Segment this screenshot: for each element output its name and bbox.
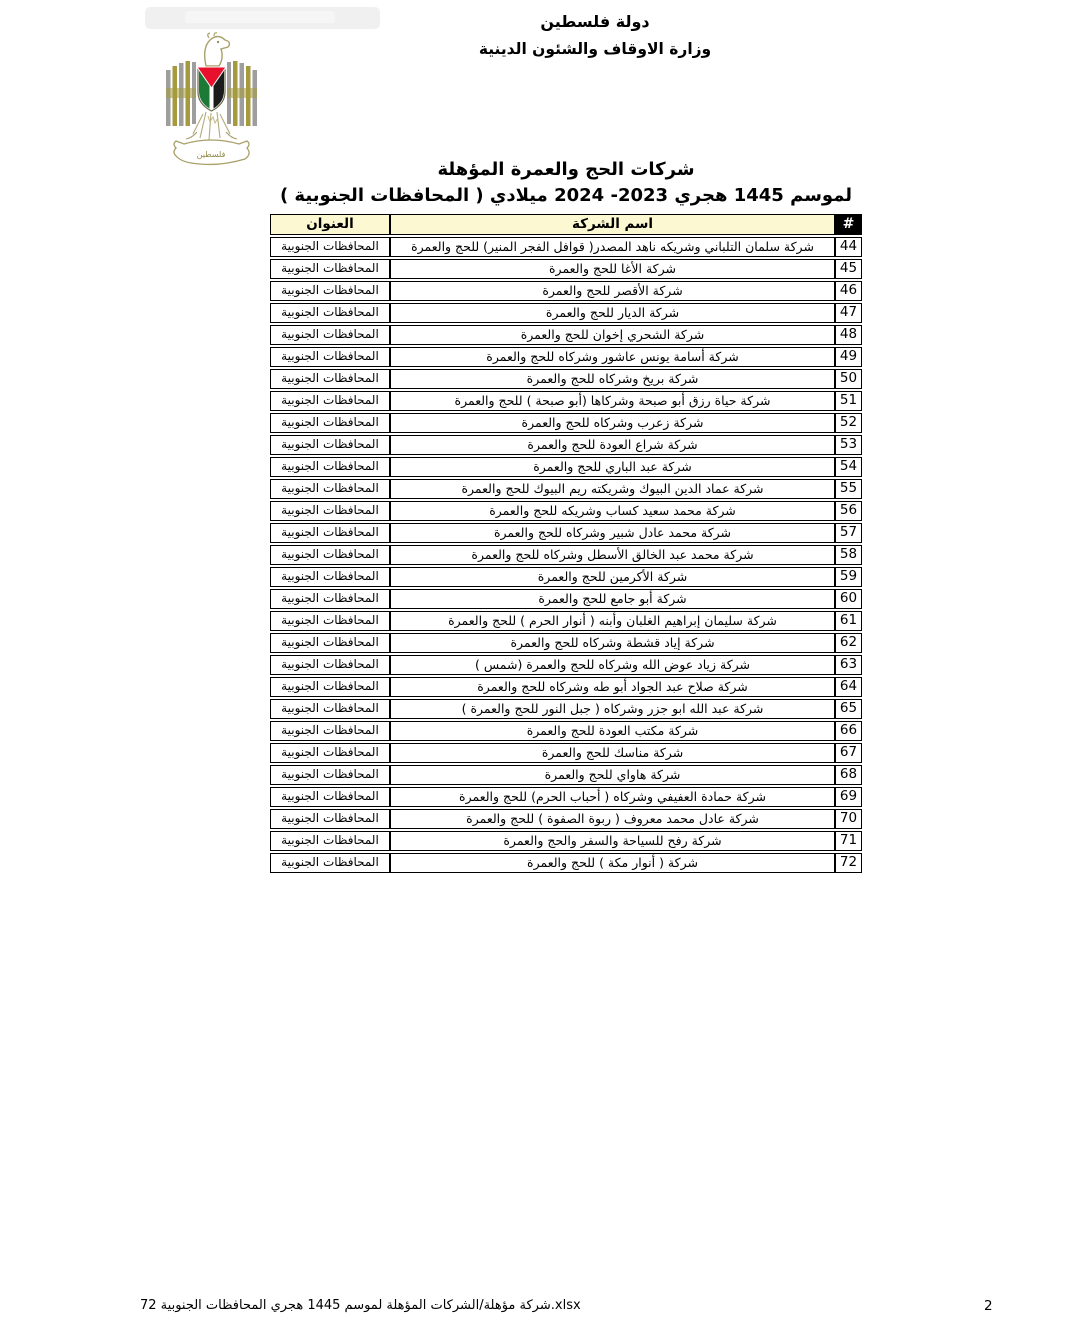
table-row <box>270 853 862 873</box>
address-cell: المحافظات الجنوبية <box>270 677 390 697</box>
table-row <box>270 831 862 851</box>
flag-shield <box>197 67 226 111</box>
address-cell: المحافظات الجنوبية <box>270 633 390 653</box>
ministry-name: وزارة الاوقاف والشئون الدينية <box>478 40 712 58</box>
address-cell: المحافظات الجنوبية <box>270 237 390 257</box>
table-row <box>270 677 862 697</box>
banner-text: فلسطين <box>196 150 226 159</box>
company-name-cell: شركة شراع العودة للحج والعمرة <box>390 435 835 455</box>
address-cell: المحافظات الجنوبية <box>270 391 390 411</box>
government-header <box>280 12 910 58</box>
row-number-cell: 50 <box>835 369 862 389</box>
company-name-cell: شركة أبو جامع للحج والعمرة <box>390 589 835 609</box>
row-number-cell: 68 <box>835 765 862 785</box>
table-row <box>270 435 862 455</box>
company-name-cell: شركة بريخ وشركاه للحج والعمرة <box>390 369 835 389</box>
companies-table <box>270 212 862 875</box>
row-number-cell: 60 <box>835 589 862 609</box>
table-row <box>270 413 862 433</box>
address-cell: المحافظات الجنوبية <box>270 523 390 543</box>
address-cell: المحافظات الجنوبية <box>270 479 390 499</box>
table-row <box>270 765 862 785</box>
company-name-cell: شركة عبد الباري للحج والعمرة <box>390 457 835 477</box>
table-row <box>270 743 862 763</box>
table-row <box>270 259 862 279</box>
row-number-cell: 62 <box>835 633 862 653</box>
row-number-cell: 58 <box>835 545 862 565</box>
table-row <box>270 633 862 653</box>
row-number-cell: 70 <box>835 809 862 829</box>
address-cell: المحافظات الجنوبية <box>270 259 390 279</box>
eagle-head <box>205 33 230 66</box>
address-cell: المحافظات الجنوبية <box>270 545 390 565</box>
table-row <box>270 611 862 631</box>
address-cell: المحافظات الجنوبية <box>270 501 390 521</box>
table-row <box>270 655 862 675</box>
table-row <box>270 325 862 345</box>
palestine-eagle-emblem-logo <box>162 32 261 168</box>
document-title <box>270 157 862 209</box>
address-cell: المحافظات الجنوبية <box>270 765 390 785</box>
row-number-cell: 67 <box>835 743 862 763</box>
table-row <box>270 809 862 829</box>
row-number-cell: 55 <box>835 479 862 499</box>
table-row <box>270 545 862 565</box>
address-cell: المحافظات الجنوبية <box>270 743 390 763</box>
table-row <box>270 699 862 719</box>
company-name-cell: شركة سليمان إبراهيم الغلبان وأبنه ( أنوار الحرم ) للحج والعمرة <box>390 611 835 631</box>
address-cell: المحافظات الجنوبية <box>270 413 390 433</box>
address-cell: المحافظات الجنوبية <box>270 325 390 345</box>
table-row <box>270 281 862 301</box>
company-name-cell: شركة صلاح عبد الجواد أبو طه وشركاه للحج والعمرة <box>390 677 835 697</box>
company-name-cell: شركة ( أنوار مكة ) للحج والعمرة <box>390 853 835 873</box>
table-row <box>270 589 862 609</box>
table-body <box>270 237 862 873</box>
address-cell: المحافظات الجنوبية <box>270 853 390 873</box>
table-row <box>270 347 862 367</box>
table-row <box>270 787 862 807</box>
row-number-cell: 69 <box>835 787 862 807</box>
row-number-cell: 51 <box>835 391 862 411</box>
row-number-cell: 61 <box>835 611 862 631</box>
company-name-cell: شركة رفح للسياحة والسفر والحج والعمرة <box>390 831 835 851</box>
address-cell: المحافظات الجنوبية <box>270 655 390 675</box>
row-number-cell: 46 <box>835 281 862 301</box>
address-cell: المحافظات الجنوبية <box>270 831 390 851</box>
table-row <box>270 523 862 543</box>
footer-page-number: 2 <box>984 1298 993 1314</box>
row-number-cell: 56 <box>835 501 862 521</box>
row-number-cell: 59 <box>835 567 862 587</box>
row-number-cell: 49 <box>835 347 862 367</box>
table-header-row <box>270 214 862 235</box>
company-name-cell: شركة محمد عبد الخالق الأسطل وشركاه للحج والعمرة <box>390 545 835 565</box>
table-row <box>270 567 862 587</box>
company-name-cell: شركة محمد عادل شبير وشركاه للحج والعمرة <box>390 523 835 543</box>
company-name-cell: شركة الشحري إخوان للحج والعمرة <box>390 325 835 345</box>
column-header-address: العنوان <box>270 214 390 235</box>
row-number-cell: 63 <box>835 655 862 675</box>
company-name-cell: شركة الأكرمين للحج والعمرة <box>390 567 835 587</box>
company-name-cell: شركة مناسك للحج والعمرة <box>390 743 835 763</box>
row-number-cell: 65 <box>835 699 862 719</box>
company-name-cell: شركة زياد عوض الله وشركاه للحج والعمرة (شمس ) <box>390 655 835 675</box>
company-name-cell: شركة عبد الله ابو جزر وشركاه ( جبل النور للحج والعمرة ) <box>390 699 835 719</box>
title-line-1: شركات الحج والعمرة المؤهلة <box>437 159 695 180</box>
company-name-cell: شركة الديار للحج والعمرة <box>390 303 835 323</box>
country-name: دولة فلسطين <box>540 12 650 31</box>
eagle-right-wing <box>227 61 257 126</box>
row-number-cell: 53 <box>835 435 862 455</box>
title-line-2: لموسم 1445 هجري 2023- 2024 ميلادي ( المحافظات الجنوبية ) <box>279 185 853 206</box>
company-name-cell: شركة الأغا للحج والعمرة <box>390 259 835 279</box>
row-number-cell: 44 <box>835 237 862 257</box>
address-cell: المحافظات الجنوبية <box>270 347 390 367</box>
address-cell: المحافظات الجنوبية <box>270 303 390 323</box>
row-number-cell: 47 <box>835 303 862 323</box>
row-number-cell: 57 <box>835 523 862 543</box>
row-number-cell: 64 <box>835 677 862 697</box>
company-name-cell: شركة حياة رزق أبو صبحة وشركاها (أبو صبحة ) للحج والعمرة <box>390 391 835 411</box>
company-name-cell: شركة سلمان التلباني وشريكه ناهد المصدر( قوافل الفجر المنير) للحج والعمرة <box>390 237 835 257</box>
banner-scroll <box>174 140 249 164</box>
address-cell: المحافظات الجنوبية <box>270 721 390 741</box>
row-number-cell: 54 <box>835 457 862 477</box>
table-row <box>270 237 862 257</box>
address-cell: المحافظات الجنوبية <box>270 281 390 301</box>
column-header-company-name: اسم الشركة <box>390 214 835 235</box>
company-name-cell: شركة عادل محمد معروف ( ربوة الصفوة ) للحج والعمرة <box>390 809 835 829</box>
address-cell: المحافظات الجنوبية <box>270 589 390 609</box>
table-row <box>270 501 862 521</box>
row-number-cell: 52 <box>835 413 862 433</box>
address-cell: المحافظات الجنوبية <box>270 787 390 807</box>
company-name-cell: شركة أسامة يونس عاشور وشركاه للحج والعمرة <box>390 347 835 367</box>
table-row <box>270 479 862 499</box>
address-cell: المحافظات الجنوبية <box>270 809 390 829</box>
table-row <box>270 721 862 741</box>
address-cell: المحافظات الجنوبية <box>270 567 390 587</box>
table-row <box>270 369 862 389</box>
address-cell: المحافظات الجنوبية <box>270 369 390 389</box>
table-row <box>270 457 862 477</box>
table-row <box>270 303 862 323</box>
row-number-cell: 66 <box>835 721 862 741</box>
company-name-cell: شركة مكتب العودة للحج والعمرة <box>390 721 835 741</box>
address-cell: المحافظات الجنوبية <box>270 457 390 477</box>
company-name-cell: شركة محمد سعيد كساب وشريكه للحج والعمرة <box>390 501 835 521</box>
row-number-cell: 48 <box>835 325 862 345</box>
company-name-cell: شركة زعرب وشركاه للحج والعمرة <box>390 413 835 433</box>
company-name-cell: شركة الأقصر للحج والعمرة <box>390 281 835 301</box>
address-cell: المحافظات الجنوبية <box>270 699 390 719</box>
address-cell: المحافظات الجنوبية <box>270 611 390 631</box>
company-name-cell: شركة إياد قشطة وشركاه للحج والعمرة <box>390 633 835 653</box>
column-header-number: # <box>835 214 862 235</box>
company-name-cell: شركة حمادة العفيفي وشركاه ( أحباب الحرم) للحج والعمرة <box>390 787 835 807</box>
row-number-cell: 71 <box>835 831 862 851</box>
row-number-cell: 72 <box>835 853 862 873</box>
address-cell: المحافظات الجنوبية <box>270 435 390 455</box>
company-name-cell: شركة عماد الدين البيوك وشريكته ريم البيوك للحج والعمرة <box>390 479 835 499</box>
table-row <box>270 391 862 411</box>
row-number-cell: 45 <box>835 259 862 279</box>
footer-filename: شركة مؤهلة/الشركات المؤهلة لموسم 1445 هجري المحافظات الجنوبية 72.xlsx <box>140 1298 581 1313</box>
company-name-cell: شركة هاواي للحج والعمرة <box>390 765 835 785</box>
eagle-left-wing <box>166 61 196 126</box>
